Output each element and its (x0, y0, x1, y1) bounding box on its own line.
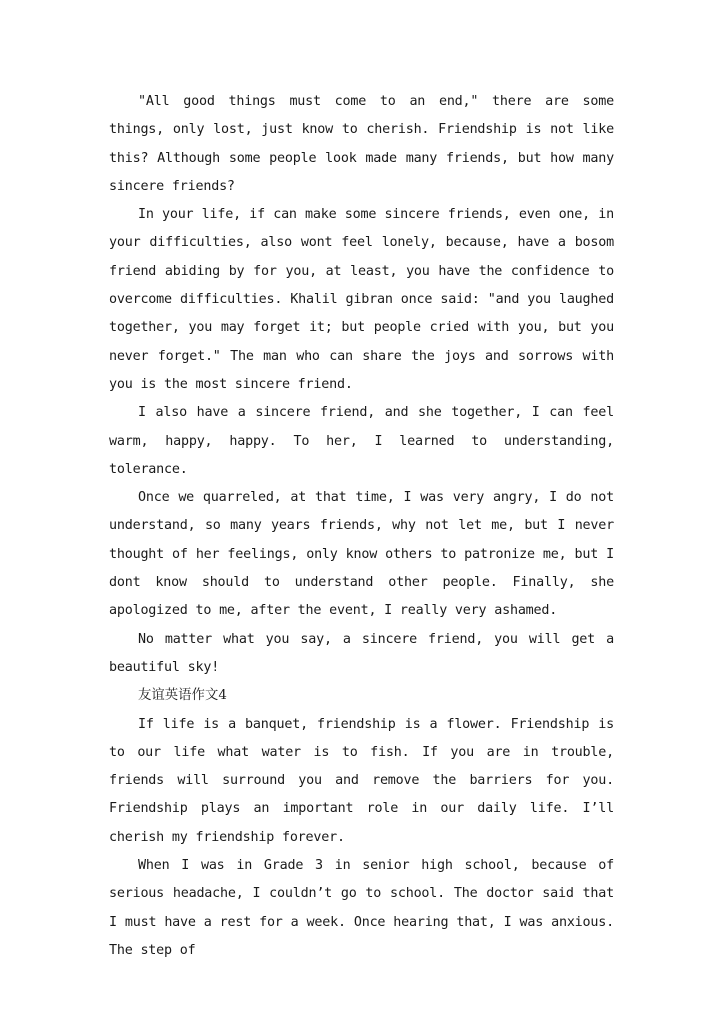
paragraph-quarrel: Once we quarreled, at that time, I was very angry, I do not understand, so many years friends, why not let me, but I never thought of her feelings, only know others to patronize me, but I dont know should to understand other people. Finally, she apologized to me, after the event, I really very ashamed. (109, 490, 614, 619)
paragraph-sincere-friends: In your life, if can make some sincere friends, even one, in your difficulties, also wont feel lonely, because, have a bosom friend abiding by for you, at least, you have the confidence to overcome difficulties. Khalil gibran once said: "and you laughed together, you may forget it; but people cried with you, but you never forget." The man who can share the joys and sorrows with you is the most sincere friend. (109, 207, 614, 392)
section-heading: 友谊英语作文4 (138, 688, 227, 704)
paragraph-good-things: "All good things must come to an end," there are some things, only lost, just know to cherish. Friendship is not like this? Although some people look made many friends, but how many sincere friends? (109, 94, 614, 194)
paragraph-beautiful-sky: No matter what you say, a sincere friend, you will get a beautiful sky! (109, 631, 614, 675)
paragraph-grade-three: When I was in Grade 3 in senior high school, because of serious headache, I couldn’t go to school. The doctor said that I must have a rest for a week. Once hearing that, I was anxious. The step of (109, 858, 614, 958)
paragraph-sincere-friend-she: I also have a sincere friend, and she together, I can feel warm, happy, happy. To her, I learned to understanding, tolerance. (109, 405, 614, 477)
paragraph-banquet: If life is a banquet, friendship is a flower. Friendship is to our life what water is to fish. If you are in trouble, friends will surround you and remove the barriers for you. Friendship plays an important role in our daily life. I’ll cherish my friendship forever. (109, 716, 614, 845)
document-body (109, 88, 614, 965)
